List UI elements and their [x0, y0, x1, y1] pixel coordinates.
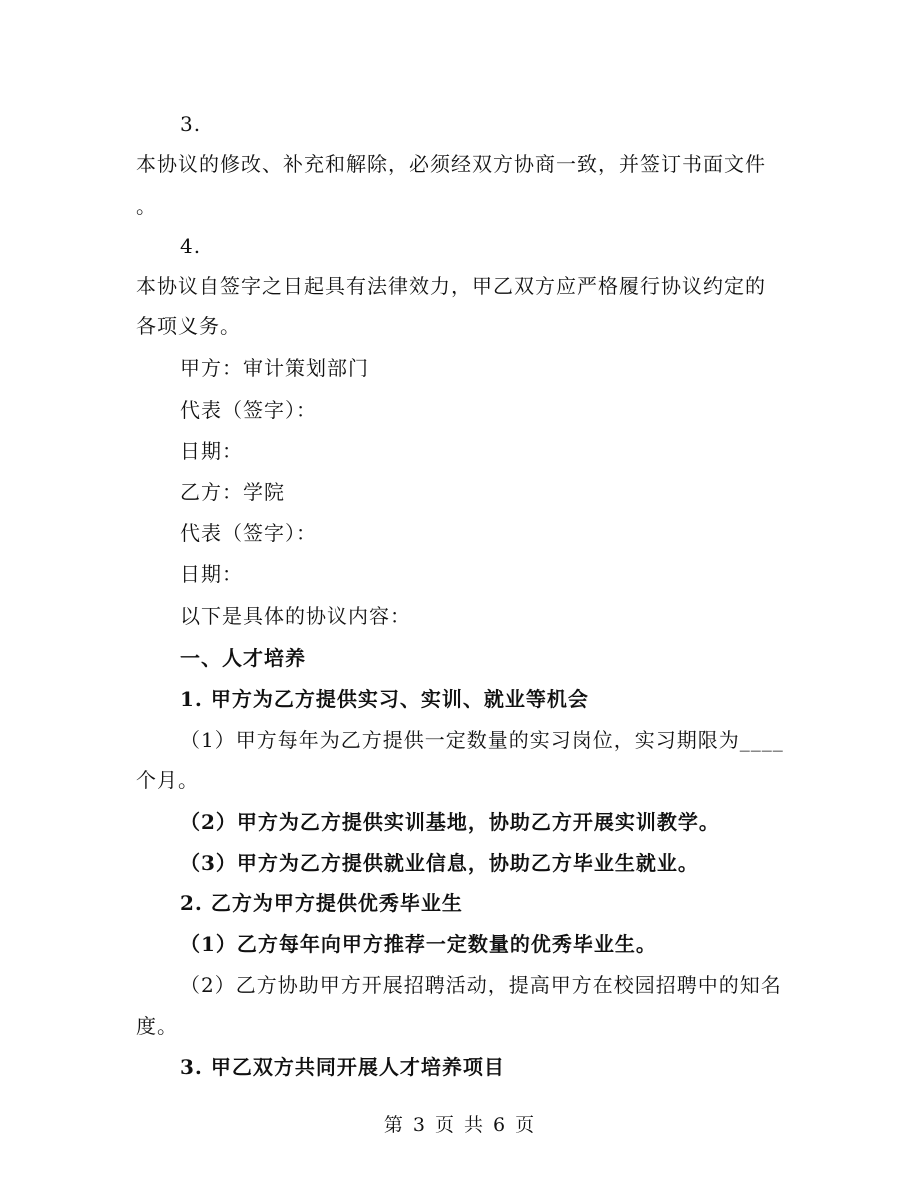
item-1-3-text: （3）甲方为乙方提供就业信息，协助乙方毕业生就业。 — [180, 851, 699, 875]
item-1-1-text: （1）甲方每年为乙方提供一定数量的实习岗位，实习期限为____ — [180, 728, 784, 752]
item-1-heading: 1. 甲方为乙方提供实习、实训、就业等机会 — [180, 687, 589, 711]
page-number-footer: 第 3 页 共 6 页 — [383, 1114, 537, 1136]
item-2-2-text: （2）乙方协助甲方开展招聘活动，提高甲方在校园招聘中的知名 — [180, 973, 782, 997]
clause-number-3: 3. — [180, 112, 202, 136]
item-2-1-text: （1）乙方每年向甲方推荐一定数量的优秀毕业生。 — [180, 932, 657, 956]
clause-number-4: 4. — [180, 234, 202, 258]
party-b-representative: 代表（签字）： — [180, 521, 317, 545]
clause-4-text: 本协议自签字之日起具有法律效力，甲乙双方应严格履行协议约定的 — [136, 274, 766, 298]
party-a-date: 日期： — [180, 439, 243, 463]
item-2-heading: 2. 乙方为甲方提供优秀毕业生 — [180, 891, 463, 915]
party-a-name: 甲方：审计策划部门 — [180, 356, 369, 380]
clause-3-text: 本协议的修改、补充和解除，必须经双方协商一致，并签订书面文件 — [136, 152, 766, 176]
clause-3-text-end: 。 — [136, 194, 157, 218]
item-1-2-text: （2）甲方为乙方提供实训基地，协助乙方开展实训教学。 — [180, 810, 720, 834]
party-b-date: 日期： — [180, 562, 243, 586]
clause-4-text-end: 各项义务。 — [136, 314, 241, 338]
item-3-heading: 3. 甲乙双方共同开展人才培养项目 — [180, 1055, 505, 1079]
party-b-name: 乙方：学院 — [180, 480, 285, 504]
item-2-2-text-end: 度。 — [136, 1014, 178, 1038]
section-heading-talent: 一、人才培养 — [180, 646, 306, 670]
intro-text: 以下是具体的协议内容： — [180, 604, 411, 628]
item-1-1-text-end: 个月。 — [136, 768, 199, 792]
party-a-representative: 代表（签字）： — [180, 398, 317, 422]
